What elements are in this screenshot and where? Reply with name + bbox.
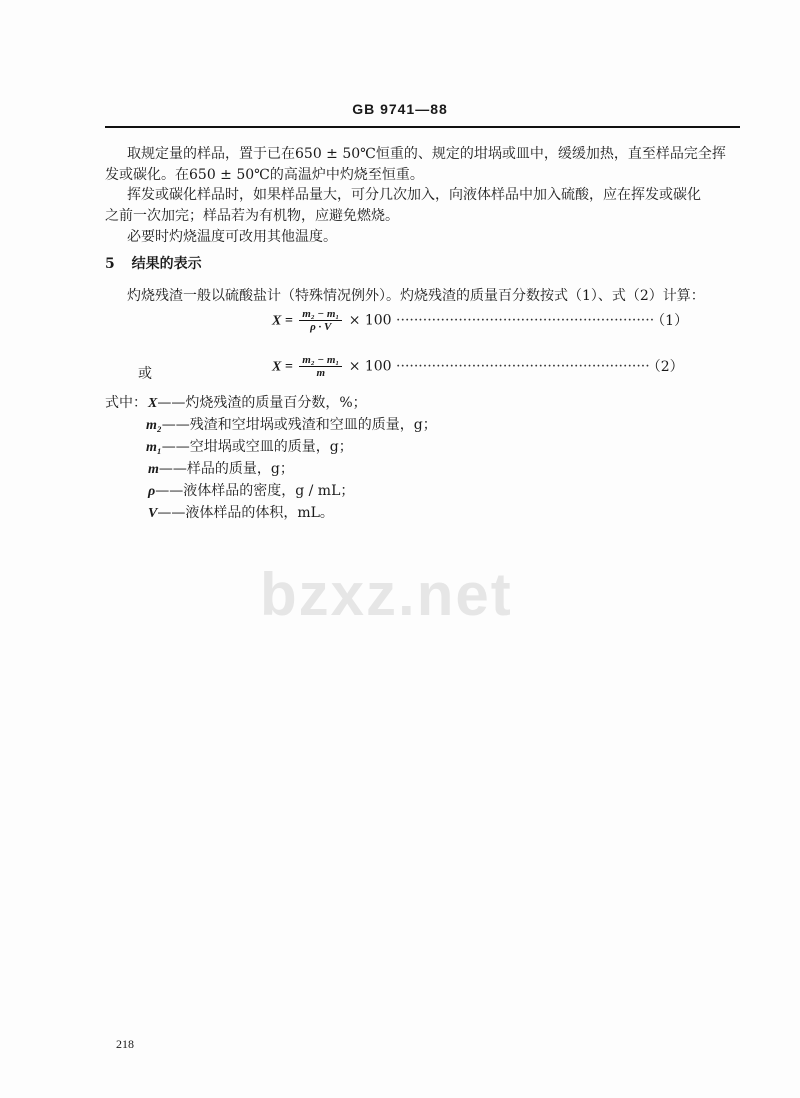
definition-text: ——灼烧残渣的质量百分数，%； [157, 395, 367, 411]
equation-label: （2） [653, 358, 684, 375]
symbol: m [148, 462, 159, 477]
definition-item [148, 502, 334, 522]
definition-item [146, 436, 353, 456]
formula-tail: × 100 [348, 358, 392, 375]
formula-lhs: X = [272, 313, 293, 329]
definition-item [148, 392, 367, 412]
denominator: m [316, 367, 326, 379]
page-number: 218 [116, 1037, 134, 1051]
leader-dots: ·························································· [396, 312, 655, 329]
definition-text: ——样品的质量，g； [158, 461, 294, 477]
paragraph-line: 发或碳化。在650 ± 50℃的高温炉中灼烧至恒重。 [105, 167, 424, 183]
definition-text: ——空坩埚或空皿的质量，g； [161, 439, 353, 455]
or-label: 或 [138, 366, 152, 382]
section-number: 5 [105, 256, 115, 272]
paragraph-line: 取规定量的样品，置于已在650 ± 50℃恒重的、规定的坩埚或皿中，缓缓加热，直至样品完全挥 [127, 146, 726, 162]
formula-2 [272, 354, 684, 379]
definition-item [148, 480, 354, 500]
where-label: 式中： [105, 395, 147, 411]
section-title: 结果的表示 [131, 256, 202, 272]
header-rule [105, 126, 740, 128]
definition-text: ——残渣和空坩埚或残渣和空皿的质量，g； [161, 417, 437, 433]
intro-text: 灼烧残渣一般以硫酸盐计（特殊情况例外）。灼烧残渣的质量百分数按式（1）、式（2）计算： [127, 288, 705, 304]
section-heading [105, 253, 202, 273]
standard-header: GB 9741—88 [352, 101, 448, 117]
symbol: m₂ [146, 418, 162, 433]
numerator: m₂ − m₁ [299, 308, 342, 321]
symbol: V [148, 506, 158, 521]
paragraph-line: 必要时灼烧温度可改用其他温度。 [127, 229, 337, 245]
paragraph-line: 之前一次加完；样品若为有机物，应避免燃烧。 [105, 208, 399, 224]
paragraph-line: 挥发或碳化样品时，如果样品量大，可分几次加入，向液体样品中加入硫酸，应在挥发或碳化 [127, 187, 701, 203]
fraction [299, 354, 342, 379]
definition-text: ——液体样品的密度，g / mL； [155, 483, 355, 499]
formula-lhs: X = [272, 359, 293, 375]
fraction [299, 308, 342, 333]
equation-label: （1） [658, 312, 689, 329]
definition-item [148, 458, 294, 478]
formula-1 [272, 308, 688, 333]
definition-item [146, 414, 437, 434]
symbol: m₁ [146, 440, 162, 455]
symbol: ρ [148, 484, 156, 499]
definition-text: ——液体样品的体积，mL。 [157, 505, 334, 521]
denominator: ρ · V [310, 321, 332, 333]
leader-dots: ························································· [396, 358, 650, 375]
symbol: X [148, 396, 158, 411]
numerator: m₂ − m₁ [299, 354, 342, 367]
watermark: bzxz.net [260, 561, 513, 628]
formula-tail: × 100 [348, 312, 392, 329]
